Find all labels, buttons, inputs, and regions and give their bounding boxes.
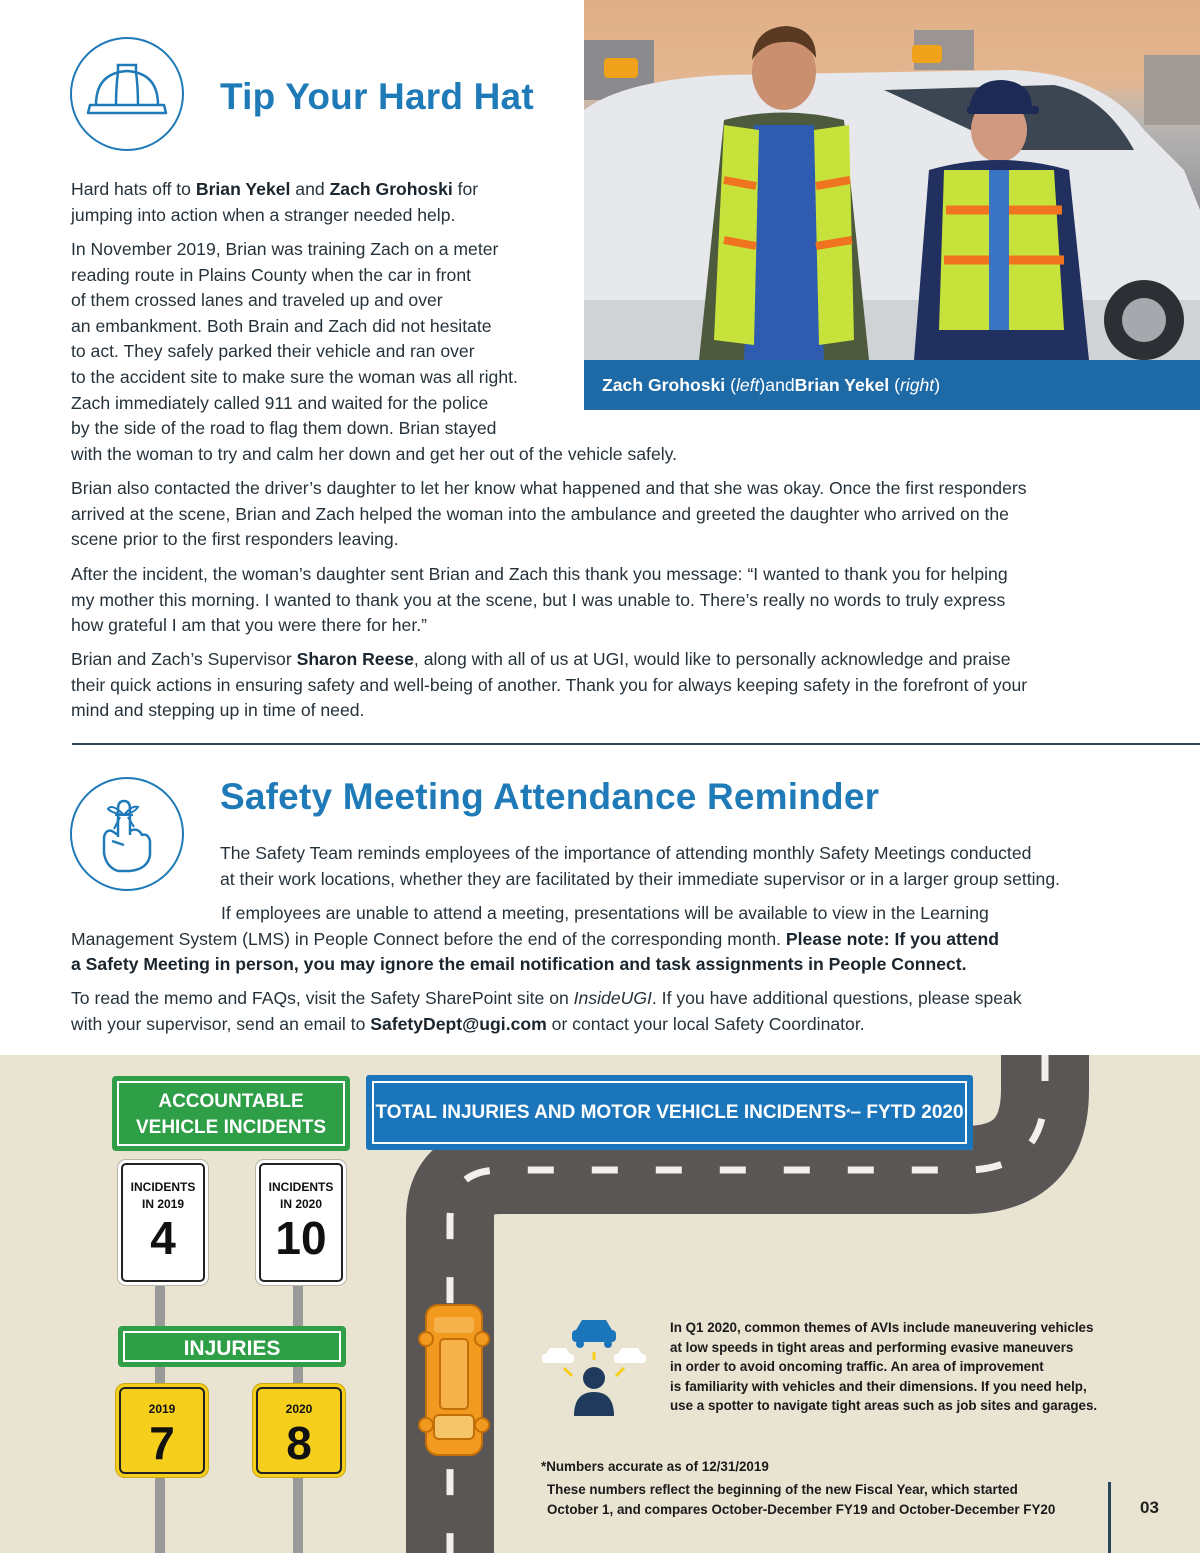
footnote-title: *Numbers accurate as of 12/31/2019 <box>541 1459 769 1474</box>
incidents-2020-sign: INCIDENTS IN 2020 10 <box>259 1163 343 1282</box>
footnote-text: These numbers reflect the beginning of the new Fiscal Year, which started October 1, and compares October-December FY19 and October-December FY20 <box>547 1482 1056 1517</box>
totals-banner: TOTAL INJURIES AND MOTOR VEHICLE INCIDENTS * – FYTD 2020 <box>366 1075 973 1150</box>
finger-string-icon <box>70 777 184 891</box>
sign-pole <box>155 1365 165 1387</box>
sign-pole <box>293 1474 303 1553</box>
incidents-2019-value: 4 <box>150 1212 176 1264</box>
hard-hat-paragraph-1: Hard hats off to Brian Yekel and Zach Grohoski for jumping into action when a stranger needed help. <box>71 179 479 225</box>
name-brian-yekel: Brian Yekel <box>195 179 291 199</box>
avi-sign: ACCOUNTABLE VEHICLE INCIDENTS <box>112 1076 350 1151</box>
utility-truck-icon <box>418 1299 490 1459</box>
insideugi-link[interactable]: InsideUGI <box>573 988 652 1008</box>
safety-paragraph-3: To read the memo and FAQs, visit the Safety SharePoint site on InsideUGI. If you have additional questions, please speak with your supervisor, send an email to SafetyDept@ugi.com or contact your local Safety Coordinator. <box>71 988 1022 1034</box>
employees-photo <box>584 0 1200 410</box>
sign-pole <box>155 1474 165 1553</box>
hard-hat-paragraph-5: Brian and Zach’s Supervisor Sharon Reese, along with all of us at UGI, would like to personally acknowledge and praise their quick actions in ensuring safety and well-being of another. Thank you for always keeping safety in the forefront of your mind and stepping up in time of need. <box>71 649 1028 721</box>
photo-caption: Zach Grohoski ( left ) and Brian Yekel ( right ) <box>584 360 1200 410</box>
injuries-sign: INJURIES <box>118 1326 346 1367</box>
sign-pole <box>293 1365 303 1387</box>
sign-pole <box>293 1280 303 1330</box>
name-zach-grohoski: Zach Grohoski <box>329 179 453 199</box>
section-title-hard-hat: Tip Your Hard Hat <box>220 76 534 117</box>
incidents-2019-sign: INCIDENTS IN 2019 4 <box>121 1163 205 1282</box>
name-sharon-reese: Sharon Reese <box>296 649 414 669</box>
injuries-2019-value: 7 <box>149 1417 175 1469</box>
car-hazard-person-icon <box>538 1308 650 1420</box>
section-title-safety-meeting: Safety Meeting Attendance Reminder <box>220 776 880 817</box>
page-number-rule <box>1108 1482 1111 1553</box>
injuries-2020-value: 8 <box>286 1417 312 1469</box>
hard-hat-icon <box>70 37 184 151</box>
section-divider <box>72 743 1200 745</box>
safety-paragraph-2: If employees are unable to attend a meeting, presentations will be available to view in the Learning Management System (LMS) in People Connect before the end of the corresponding month. Please note: If you attend a Safety Meeting in person, you may ignore the email notification and task assignments in People Connect. <box>71 903 1000 975</box>
safety-email-link[interactable]: SafetyDept@ugi.com <box>370 1013 547 1034</box>
hard-hat-paragraph-4: After the incident, the woman’s daughter sent Brian and Zach this thank you message: “I wanted to thank you for helping my mother this morning. I wanted to thank you at the scene, but I was unable to. There’s really no words to truly express how grateful I am that you were there for her.” <box>71 564 1008 636</box>
sign-pole <box>155 1280 165 1330</box>
hard-hat-paragraph-2: In November 2019, Brian was training Zach on a meter reading route in Plains County when the car in front of them crossed lanes and traveled up and over an embankment. Both Brain and Zach did not hesitate to act. They safely parked their vehicle and ran over to the accident site to make sure the woman was all right. Zach immediately called 911 and waited for the police by the side of the road to flag them down. Brian stayed with the woman to try and calm her down and get her out of the vehicle safely. <box>71 239 678 464</box>
page-number: 03 <box>1140 1498 1159 1517</box>
injuries-2020-sign: 2020 8 <box>256 1387 342 1474</box>
hard-hat-paragraph-3: Brian also contacted the driver’s daughter to let her know what happened and that she was okay. Once the first responders arrived at the scene, Brian and Zach helped the woman into the ambulance and greeted the daughter who arrived on the scene prior to the first responders leaving. <box>71 478 1027 550</box>
avi-note: In Q1 2020, common themes of AVIs include maneuvering vehicles at low speeds in tight areas and performing evasive maneuvers in order to avoid oncoming traffic. An area of improvement is familiarity with vehicles and their dimensions. If you need help, use a spotter to navigate tight areas such as job sites and garages. <box>670 1320 1098 1413</box>
injuries-2019-sign: 2019 7 <box>119 1387 205 1474</box>
safety-paragraph-1: The Safety Team reminds employees of the importance of attending monthly Safety Meetings conducted at their work locations, whether they are facilitated by their immediate supervisor or in a larger group setting. <box>220 843 1061 889</box>
incidents-2020-value: 10 <box>275 1212 327 1264</box>
